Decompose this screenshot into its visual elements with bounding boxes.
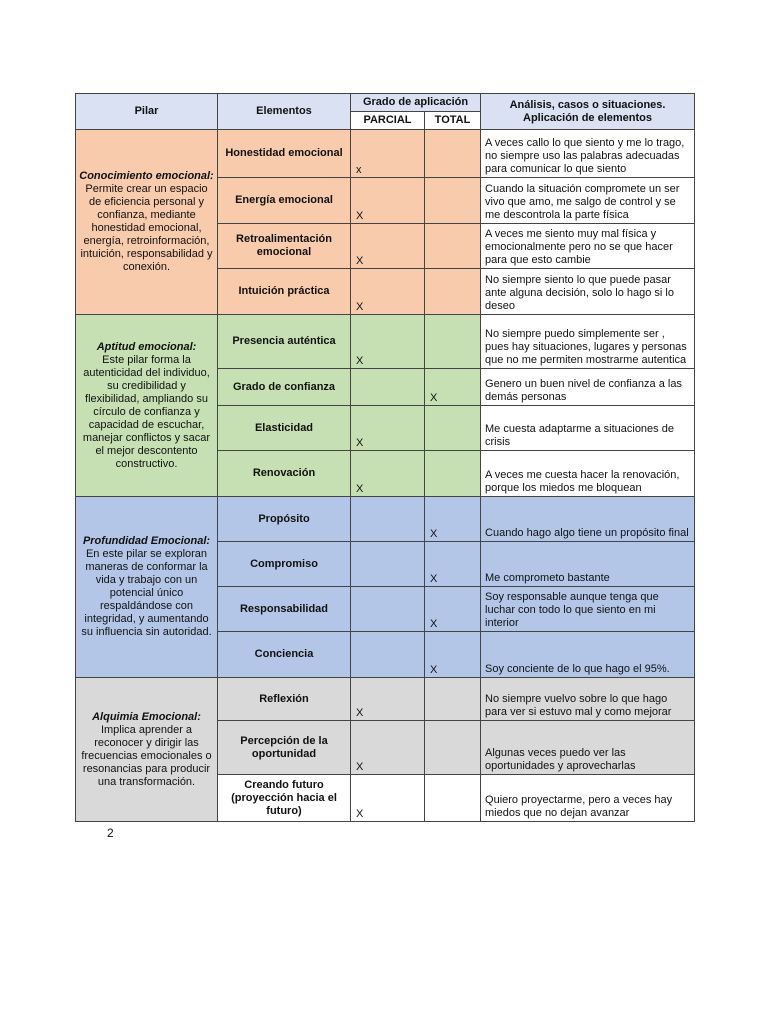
parcial-mark: X xyxy=(351,315,425,369)
element-name: Reflexión xyxy=(218,678,351,721)
parcial-mark xyxy=(351,542,425,587)
parcial-mark xyxy=(351,587,425,632)
pillar-description: En este pilar se exploran maneras de conformar la vida y trabajo con un potencial único respaldándose con integridad, y aumentando su influencia sin autoridad. xyxy=(81,548,212,638)
element-name: Compromiso xyxy=(218,542,351,587)
analysis-text: A veces me siento muy mal física y emocionalmente pero no se que hacer para que esto cambie xyxy=(481,224,695,269)
total-mark xyxy=(425,315,481,369)
total-mark: X xyxy=(425,369,481,406)
total-mark xyxy=(425,678,481,721)
pillar-title: Alquimia Emocional: xyxy=(92,710,201,723)
header-total: TOTAL xyxy=(425,112,481,130)
analysis-text: Soy responsable aunque tenga que luchar con todo lo que siento en mi interior xyxy=(481,587,695,632)
total-mark: X xyxy=(425,497,481,542)
element-name: Presencia auténtica xyxy=(218,315,351,369)
analysis-text: Genero un buen nivel de confianza a las demás personas xyxy=(481,369,695,406)
analysis-text: A veces me cuesta hacer la renovación, porque los miedos me bloquean xyxy=(481,451,695,497)
pillar-title: Profundidad Emocional: xyxy=(82,535,211,547)
parcial-mark: x xyxy=(351,130,425,178)
header-elementos: Elementos xyxy=(218,94,351,130)
parcial-mark: X xyxy=(351,269,425,315)
page-number: 2 xyxy=(107,826,114,840)
analysis-text: No siempre puedo simplemente ser , pues hay situaciones, lugares y personas que no me permiten mostrarme autentica xyxy=(481,315,695,369)
analysis-text: No siempre vuelvo sobre lo que hago para ver si estuvo mal y como mejorar xyxy=(481,678,695,721)
element-name: Creando futuro (proyección hacia el futuro) xyxy=(218,775,351,822)
element-name: Elasticidad xyxy=(218,406,351,451)
analysis-text: Algunas veces puedo ver las oportunidades y aprovecharlas xyxy=(481,721,695,775)
element-name: Responsabilidad xyxy=(218,587,351,632)
parcial-mark: X xyxy=(351,451,425,497)
total-mark: X xyxy=(425,542,481,587)
element-name: Energía emocional xyxy=(218,178,351,224)
pillar-description: Implica aprender a reconocer y dirigir las frecuencias emocionales o resonancias para producir una transformación. xyxy=(81,723,212,788)
pillar-cell xyxy=(76,497,218,678)
element-name: Propósito xyxy=(218,497,351,542)
parcial-mark: X xyxy=(351,678,425,721)
parcial-mark: X xyxy=(351,775,425,822)
analysis-text: Cuando la situación compromete un ser vivo que amo, me salgo de control y se me descontrola la parte física xyxy=(481,178,695,224)
analysis-text: Me cuesta adaptarme a situaciones de crisis xyxy=(481,406,695,451)
total-mark xyxy=(425,224,481,269)
total-mark: X xyxy=(425,632,481,678)
element-name: Intuición práctica xyxy=(218,269,351,315)
analysis-text: No siempre siento lo que puede pasar ante alguna decisión, solo lo hago si lo deseo xyxy=(481,269,695,315)
total-mark xyxy=(425,775,481,822)
header-analisis: Análisis, casos o situaciones. Aplicación de elementos xyxy=(481,94,695,130)
pillar-cell xyxy=(76,130,218,315)
parcial-mark: X xyxy=(351,224,425,269)
parcial-mark xyxy=(351,497,425,542)
total-mark xyxy=(425,451,481,497)
total-mark xyxy=(425,178,481,224)
total-mark xyxy=(425,130,481,178)
analysis-text: Cuando hago algo tiene un propósito final xyxy=(481,497,695,542)
header-grado: Grado de aplicación xyxy=(351,94,481,112)
element-name: Grado de confianza xyxy=(218,369,351,406)
element-name: Honestidad emocional xyxy=(218,130,351,178)
pillar-description: Este pilar forma la autenticidad del individuo, su credibilidad y flexibilidad, ampliando su círculo de confianza y capacidad de escuchar, manejar conflictos y sacar el mejor descontento constructivo. xyxy=(82,353,211,470)
analysis-text: Quiero proyectarme, pero a veces hay miedos que no dejan avanzar xyxy=(481,775,695,822)
total-mark xyxy=(425,269,481,315)
parcial-mark: X xyxy=(351,178,425,224)
pillar-title: Conocimiento emocional: xyxy=(79,170,214,182)
pillar-cell xyxy=(76,315,218,497)
pillar-cell xyxy=(76,678,218,822)
pillars-table xyxy=(75,93,695,822)
analysis-text: Soy conciente de lo que hago el 95%. xyxy=(481,632,695,678)
header-parcial: PARCIAL xyxy=(351,112,425,130)
total-mark xyxy=(425,721,481,775)
total-mark: X xyxy=(425,587,481,632)
analysis-text: A veces callo lo que siento y me lo trago, no siempre uso las palabras adecuadas para comunicar lo que siento xyxy=(481,130,695,178)
pillar-title: Aptitud emocional: xyxy=(96,340,197,353)
parcial-mark: X xyxy=(351,406,425,451)
element-name: Conciencia xyxy=(218,632,351,678)
analysis-text: Me comprometo bastante xyxy=(481,542,695,587)
parcial-mark: X xyxy=(351,721,425,775)
parcial-mark xyxy=(351,369,425,406)
pillar-description: Permite crear un espacio de eficiencia personal y confianza, mediante honestidad emocional, energía, retroinformación, intuición, responsabilidad y conexión. xyxy=(80,183,213,273)
header-pilar: Pilar xyxy=(76,94,218,130)
total-mark xyxy=(425,406,481,451)
element-name: Retroalimentación emocional xyxy=(218,224,351,269)
element-name: Percepción de la oportunidad xyxy=(218,721,351,775)
parcial-mark xyxy=(351,632,425,678)
element-name: Renovación xyxy=(218,451,351,497)
